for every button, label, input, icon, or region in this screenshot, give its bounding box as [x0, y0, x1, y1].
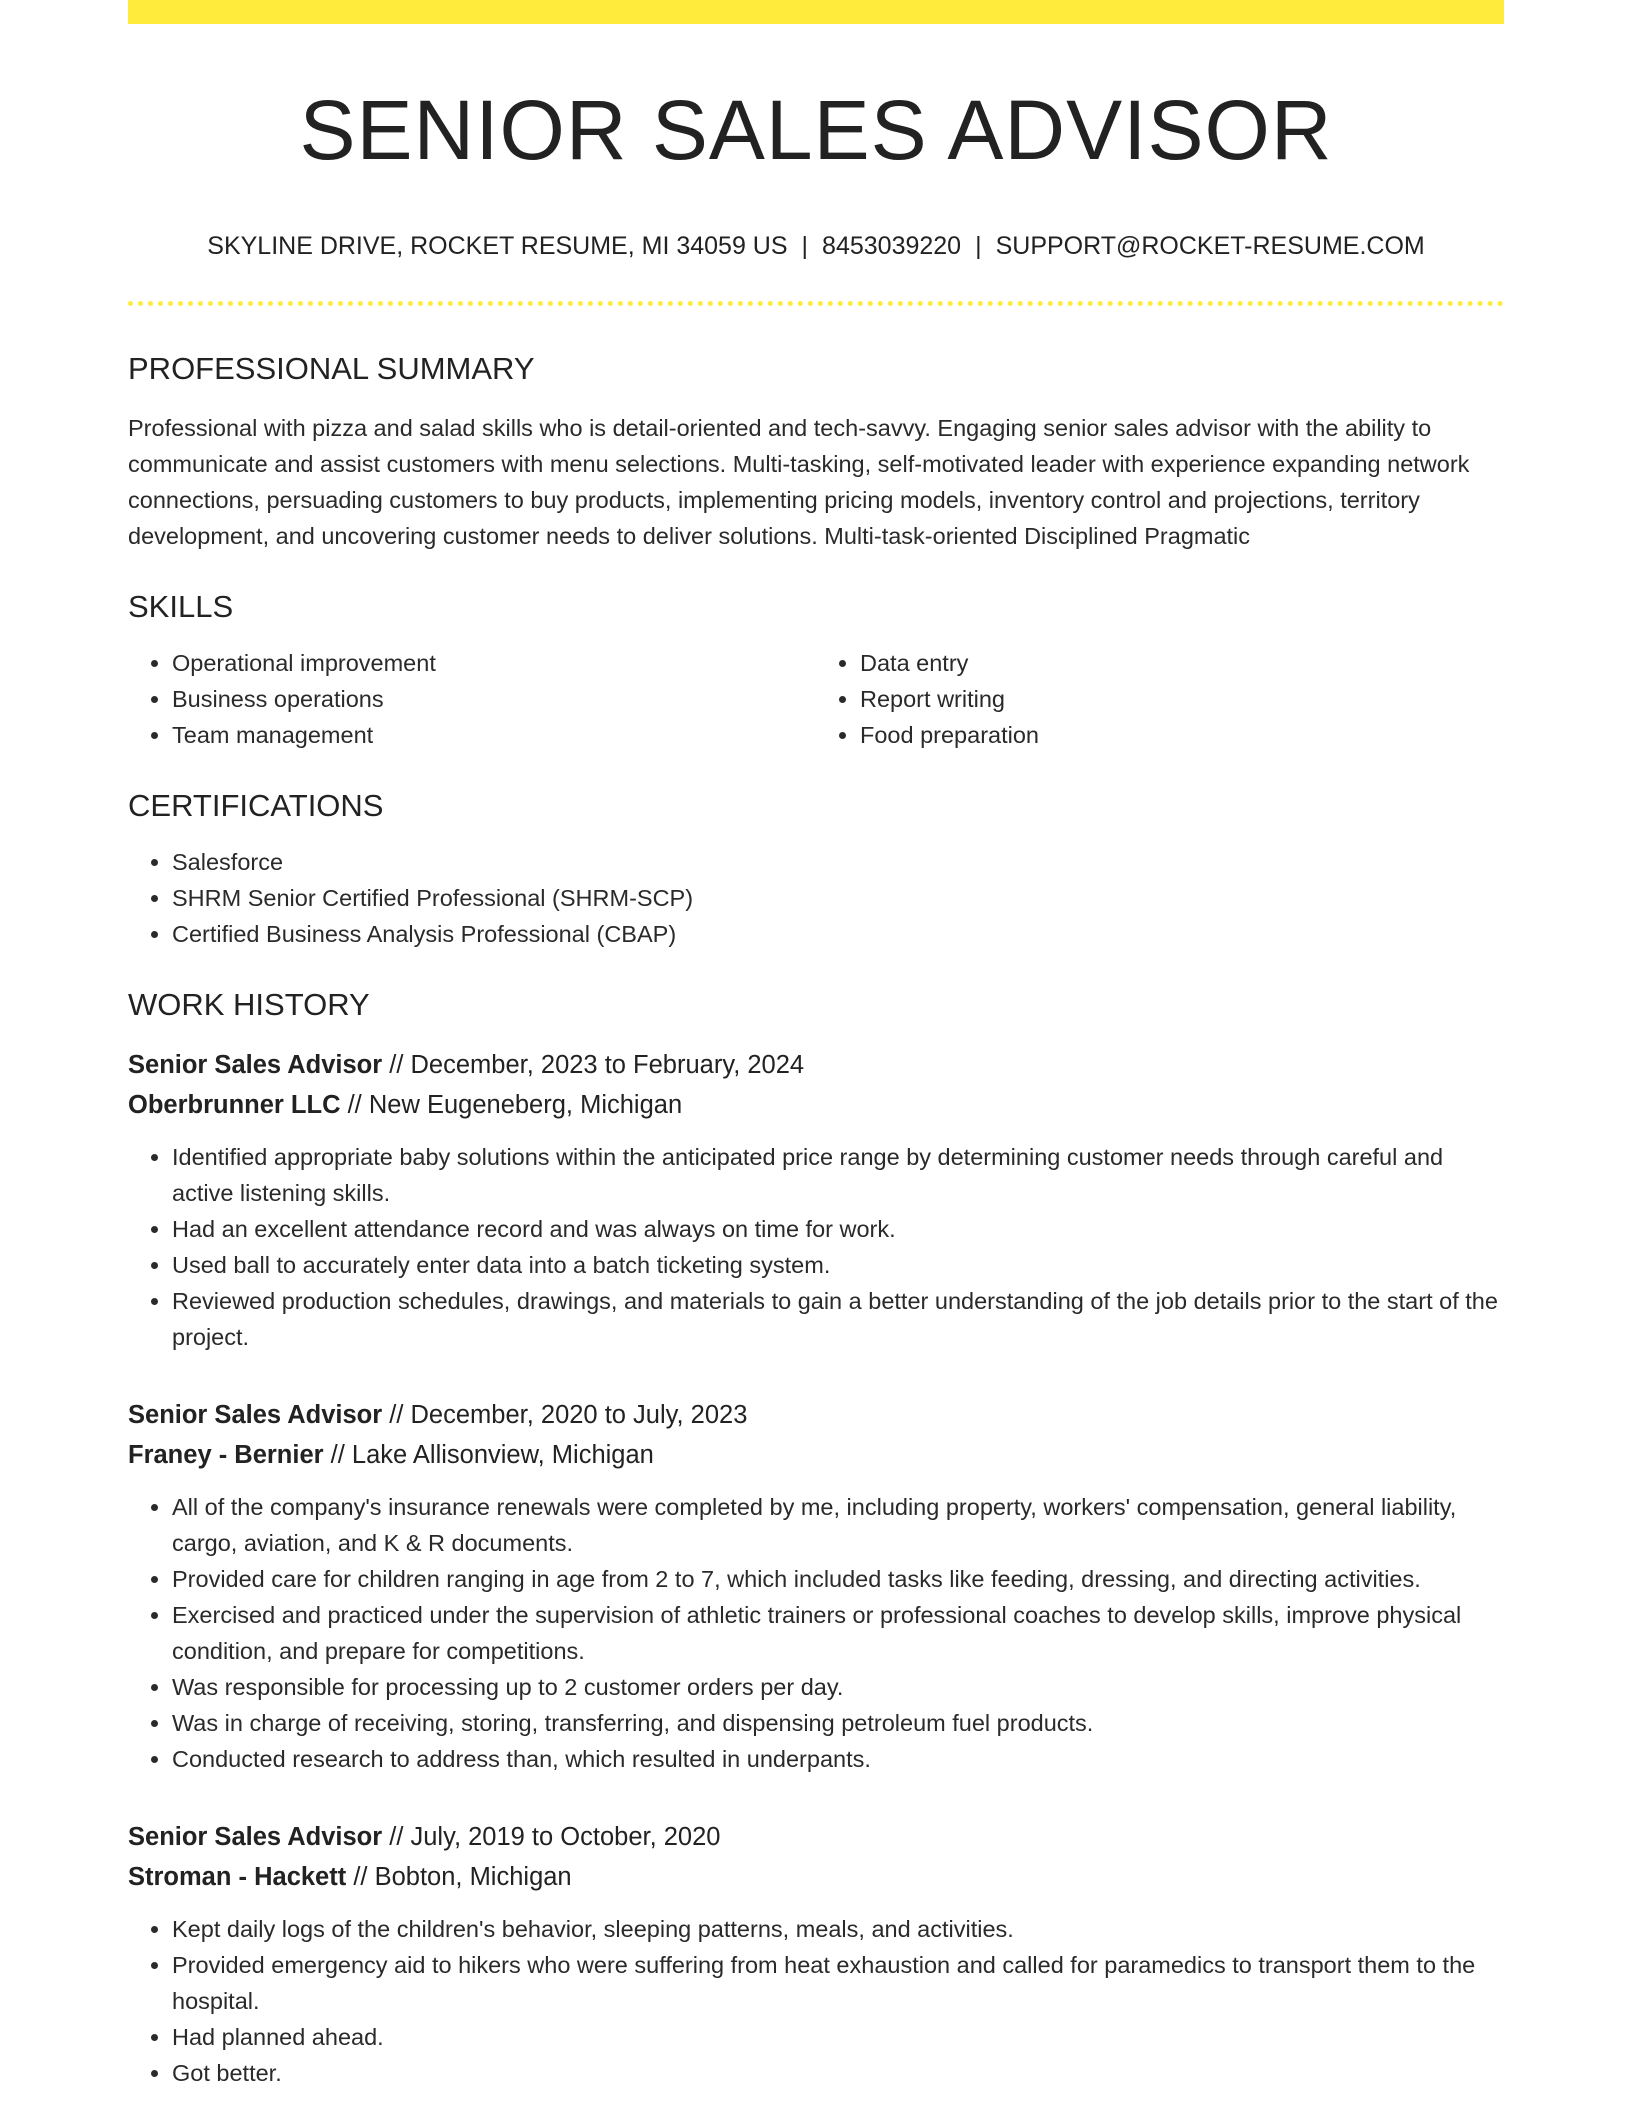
contact-address: SKYLINE DRIVE, ROCKET RESUME, MI 34059 US [207, 232, 788, 261]
summary-text: Professional with pizza and salad skills who is detail-oriented and tech-savvy. Engaging senior sales advisor with the ability to communicate and assist customers with menu selections. Multi-tasking, self-motivated leader with experience expanding network connections, persuading customers to buy products, implementing pricing models, inventory control and projections, territory development, and uncovering customer needs to deliver solutions. Multi-task-oriented Disciplined Pragmatic [128, 414, 1470, 549]
contact-line [128, 234, 1504, 259]
job-bullet: • Conducted research to address than, which resulted in underpants. [172, 1741, 1504, 1777]
job-company: Franey - Bernier [128, 1441, 324, 1470]
skill-item: • Team management [172, 717, 816, 753]
job-bullet: • Used ball to accurately enter data into a batch ticketing system. [172, 1247, 1504, 1283]
job-bullet: • All of the company's insurance renewals were completed by me, including property, workers' compensation, general liability, cargo, aviation, and K & R documents. [172, 1489, 1504, 1561]
job-company-line [128, 1435, 1504, 1475]
job-role: Senior Sales Advisor [128, 1401, 383, 1430]
job-bullet: • Identified appropriate baby solutions within the anticipated price range by determining customer needs through careful and active listening skills. [172, 1139, 1504, 1211]
contact-phone: 8453039220 [822, 232, 962, 261]
resume-page [128, 0, 1504, 2091]
job-company-line [128, 1857, 1504, 1897]
job-entry [128, 1395, 1504, 1777]
job-bullet: • Reviewed production schedules, drawings, and materials to gain a better understanding of the job details prior to the start of the project. [172, 1283, 1504, 1355]
skill-item: • Data entry [860, 645, 1504, 681]
contact-separator: | [801, 232, 809, 261]
job-bullet: • Kept daily logs of the children's behavior, sleeping patterns, meals, and activities. [172, 1911, 1504, 1947]
job-role: Senior Sales Advisor [128, 1051, 383, 1080]
job-bullet: • Had an excellent attendance record and was always on time for work. [172, 1211, 1504, 1247]
job-role-line [128, 1817, 1504, 1857]
job-dates: // December, 2020 to July, 2023 [382, 1401, 748, 1430]
accent-bar [128, 0, 1504, 24]
job-location: // Lake Allisonview, Michigan [323, 1441, 654, 1470]
summary-heading: PROFESSIONAL SUMMARY [128, 351, 535, 387]
skill-item: • Operational improvement [172, 645, 816, 681]
certification-item: • Certified Business Analysis Professional (CBAP) [172, 916, 1504, 952]
job-bullet: • Exercised and practiced under the supervision of athletic trainers or professional coaches to develop skills, improve physical condition, and prepare for competitions. [172, 1597, 1504, 1669]
skill-item: • Food preparation [860, 717, 1504, 753]
job-bullet: • Provided emergency aid to hikers who were suffering from heat exhaustion and called for paramedics to transport them to the hospital. [172, 1947, 1504, 2019]
job-company: Oberbrunner LLC [128, 1091, 341, 1120]
work-history-heading: WORK HISTORY [128, 986, 370, 1022]
job-location: // Bobton, Michigan [346, 1863, 572, 1892]
job-role-line [128, 1395, 1504, 1435]
job-dates: // July, 2019 to October, 2020 [382, 1823, 721, 1852]
skill-item: • Report writing [860, 681, 1504, 717]
job-location: // New Eugeneberg, Michigan [340, 1091, 683, 1120]
skills-columns [128, 645, 1504, 753]
contact-email: SUPPORT@ROCKET-RESUME.COM [995, 232, 1425, 261]
certifications-list [128, 844, 1504, 952]
job-bullets [128, 1489, 1504, 1777]
job-bullet: • Had planned ahead. [172, 2019, 1504, 2055]
job-bullet: • Provided care for children ranging in age from 2 to 7, which included tasks like feeding, dressing, and directing activities. [172, 1561, 1504, 1597]
contact-separator: | [975, 232, 982, 261]
job-bullet: • Was responsible for processing up to 2 customer orders per day. [172, 1669, 1504, 1705]
job-role: Senior Sales Advisor [128, 1823, 383, 1852]
certification-item: • Salesforce [172, 844, 1504, 880]
job-bullet: • Got better. [172, 2055, 1504, 2091]
skills-list-right [816, 645, 1504, 753]
skill-item: • Business operations [172, 681, 816, 717]
job-role-line [128, 1045, 1504, 1085]
job-bullet: • Was in charge of receiving, storing, transferring, and dispensing petroleum fuel products. [172, 1705, 1504, 1741]
job-entry [128, 1045, 1504, 1355]
job-entry [128, 1817, 1504, 2091]
job-company: Stroman - Hackett [128, 1863, 347, 1892]
job-bullets [128, 1911, 1504, 2091]
certifications-heading: CERTIFICATIONS [128, 787, 384, 823]
skills-heading: SKILLS [128, 588, 234, 624]
dotted-divider [128, 301, 1504, 306]
job-company-line [128, 1085, 1504, 1125]
skills-list-left [128, 645, 816, 753]
job-dates: // December, 2023 to February, 2024 [382, 1051, 805, 1080]
resume-title: SENIOR SALES ADVISOR [299, 83, 1333, 177]
job-bullets [128, 1139, 1504, 1355]
certification-item: • SHRM Senior Certified Professional (SHRM-SCP) [172, 880, 1504, 916]
